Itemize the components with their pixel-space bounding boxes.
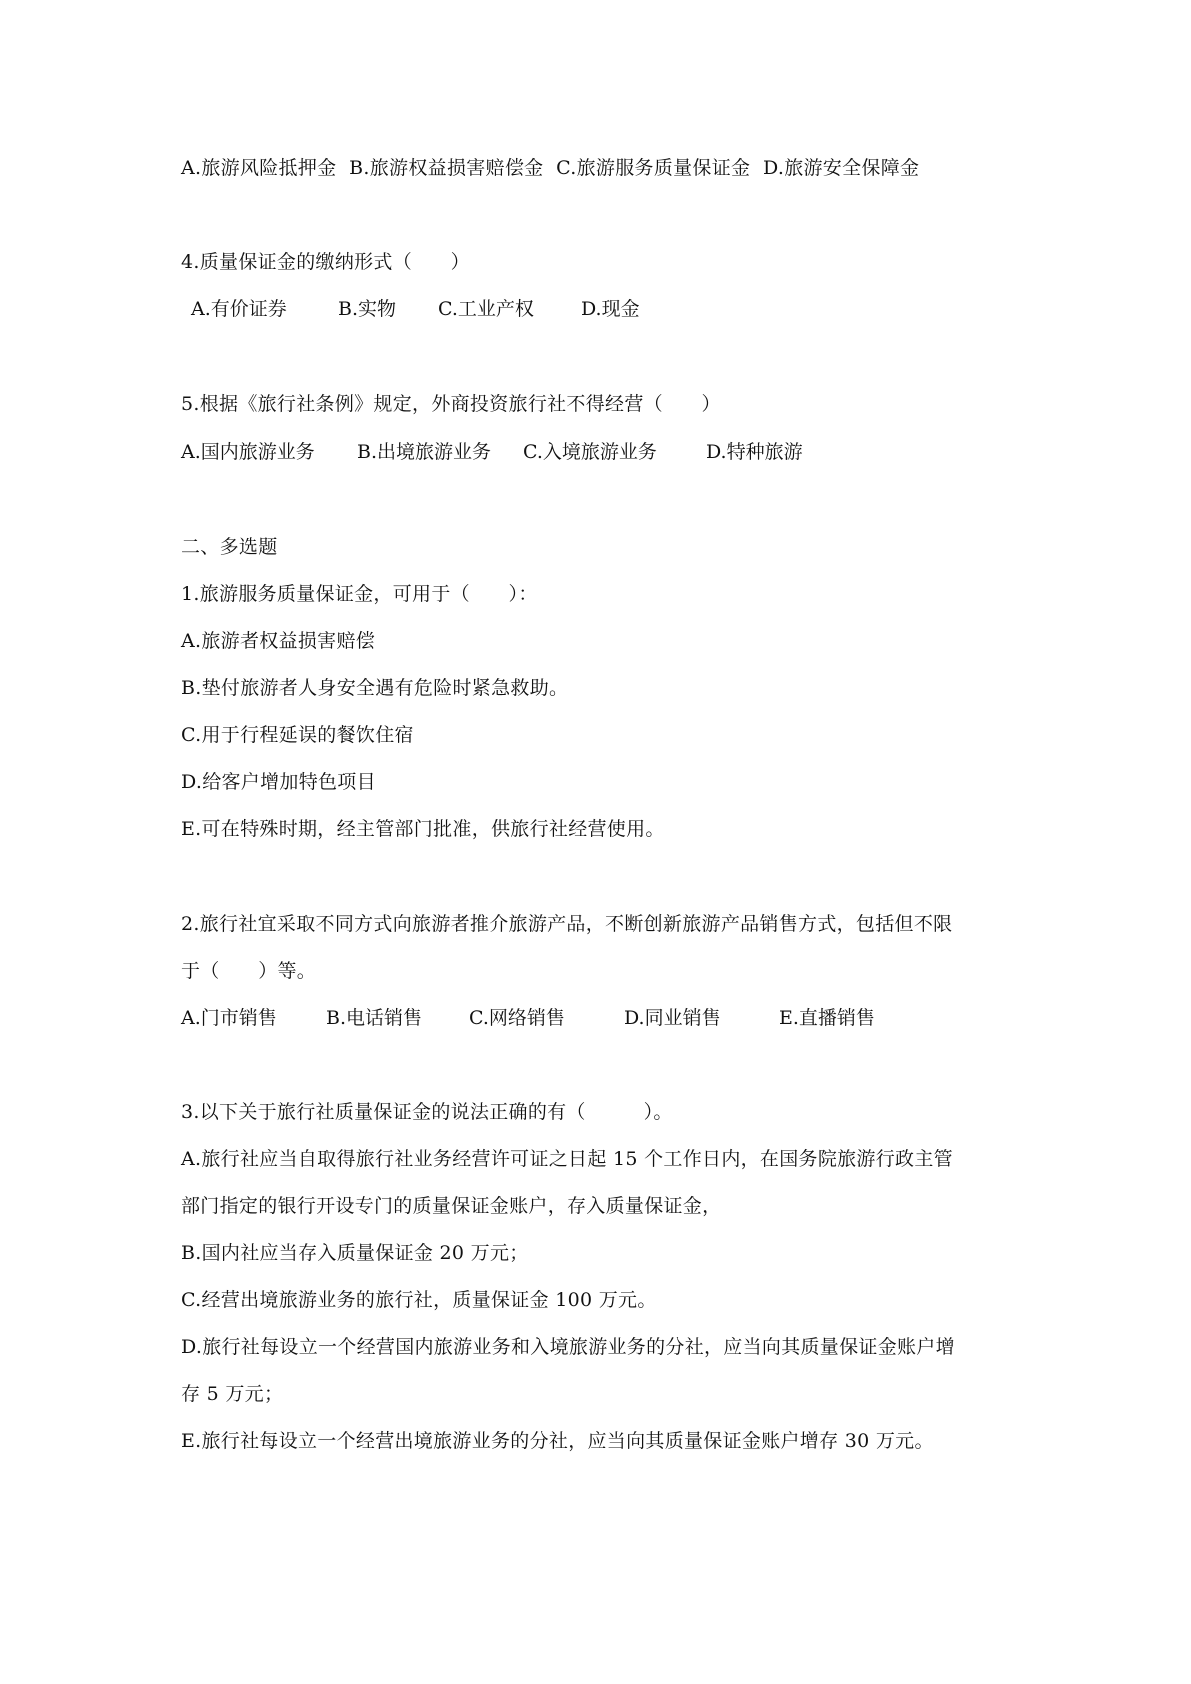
m2-option-b: B.电话销售 <box>326 1007 423 1029</box>
m3-option-e: E.旅行社每设立一个经营出境旅游业务的分社，应当向其质量保证金账户增存 30 万元。 <box>181 1430 934 1452</box>
q4-option-d: D.现金 <box>581 298 640 320</box>
q4-options <box>181 297 640 321</box>
m3-option-d-line2: 存 5 万元； <box>181 1383 284 1405</box>
q5-option-d: D.特种旅游 <box>706 441 803 463</box>
m3-question: 3.以下关于旅行社质量保证金的说法正确的有（ ）。 <box>181 1101 673 1123</box>
q4-question: 4.质量保证金的缴纳形式（ ） <box>181 251 470 273</box>
section-heading-multi: 二、多选题 <box>181 536 278 558</box>
q4-option-b: B.实物 <box>338 298 397 320</box>
q4-option-a: A.有价证券 <box>191 298 287 320</box>
q5-option-a: A.国内旅游业务 <box>181 441 315 463</box>
m1-question: 1.旅游服务质量保证金，可用于（ ）： <box>181 583 538 605</box>
q5-option-b: B.出境旅游业务 <box>357 441 492 463</box>
q4-option-c: C.工业产权 <box>438 298 534 320</box>
m2-option-a: A.门市销售 <box>181 1007 277 1029</box>
m1-option-a: A.旅游者权益损害赔偿 <box>181 630 376 652</box>
m2-option-c: C.网络销售 <box>469 1007 565 1029</box>
m3-option-c: C.经营出境旅游业务的旅行社，质量保证金 100 万元。 <box>181 1289 657 1311</box>
m3-option-a-line2: 部门指定的银行开设专门的质量保证金账户，存入质量保证金， <box>181 1195 722 1217</box>
m2-question-line2: 于（ ）等。 <box>181 960 317 982</box>
m2-option-d: D.同业销售 <box>624 1007 721 1029</box>
q3-options-line: A.旅游风险抵押金 B.旅游权益损害赔偿金 C.旅游服务质量保证金 D.旅游安全保障金 <box>181 157 920 179</box>
m1-option-d: D.给客户增加特色项目 <box>181 771 376 793</box>
m3-option-a-line1: A.旅行社应当自取得旅行社业务经营许可证之日起 15 个工作日内，在国务院旅游行政主管 <box>181 1148 953 1170</box>
m1-option-b: B.垫付旅游者人身安全遇有危险时紧急救助。 <box>181 677 569 699</box>
m1-option-c: C.用于行程延误的餐饮住宿 <box>181 724 414 746</box>
m3-option-b: B.国内社应当存入质量保证金 20 万元； <box>181 1242 529 1264</box>
m3-option-d-line1: D.旅行社每设立一个经营国内旅游业务和入境旅游业务的分社，应当向其质量保证金账户增 <box>181 1336 955 1358</box>
q5-question: 5.根据《旅行社条例》规定，外商投资旅行社不得经营（ ） <box>181 393 721 415</box>
q5-option-c: C.入境旅游业务 <box>523 441 657 463</box>
m1-option-e: E.可在特殊时期，经主管部门批准，供旅行社经营使用。 <box>181 818 665 840</box>
q5-options <box>181 440 803 464</box>
m2-option-e: E.直播销售 <box>779 1007 875 1029</box>
m2-options <box>181 1006 875 1030</box>
m2-question-line1: 2.旅行社宜采取不同方式向旅游者推介旅游产品，不断创新旅游产品销售方式，包括但不限 <box>181 913 953 935</box>
